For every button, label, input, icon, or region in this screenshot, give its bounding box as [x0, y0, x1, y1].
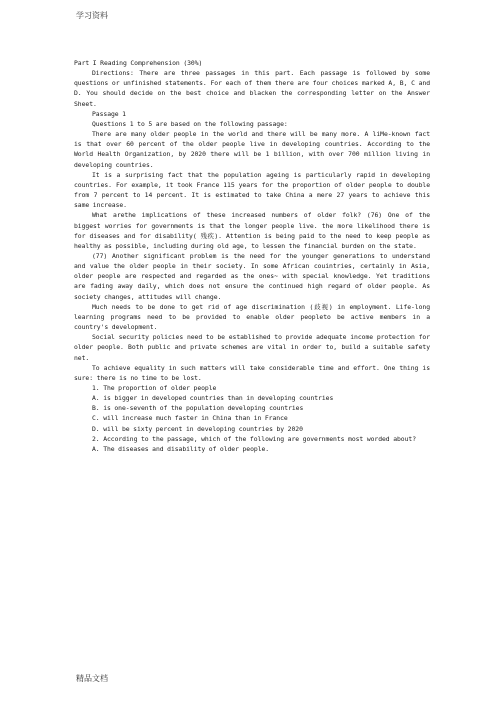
passage-paragraph: (77) Another significant problem is the need for the younger generations to understand and value the older people in their society. In some African couintries, certainly in Asia, older people are respected and regarded as the ones~ with special knowledge. Yet traditions are fading away daily, which does not ensure the continued high regard of older people. As society changes, attitudes will change.	[74, 251, 430, 301]
passage-paragraph: Social security policies need to be established to provide adequate income protection for older people. Both public and private schemes are vital in order to, build a suitable safety net.	[74, 333, 430, 362]
question-stem: 2. According to the passage, which of the following are governments most worded about?	[92, 434, 416, 443]
passage-intro: Questions 1 to 5 are based on the following passage:	[92, 119, 288, 128]
passage-paragraph: Much needs to be done to get rid of age discrimination (歧视) in employment. Life-long learning programs need to be provided to enable older peopleto be active members in a country's development.	[74, 302, 430, 332]
passage-paragraph: What arethe implications of these increased numbers of older folk? (76) One of the biggest worries for governments is that the longer people live. the more likelihood there is for diseases and for disability( 残疾). Attention is being paid to the need to keep people as healthy as possible, including during old age, to lessen the financial burden on the state.	[74, 211, 430, 250]
answer-option: D. will be sixty percent in developing countries by 2020	[92, 424, 303, 433]
answer-option: B. is one-seventh of the population developing countries	[92, 404, 304, 413]
page-footer: 精品文档	[76, 674, 108, 683]
passage-paragraph: It is a surprising fact that the population ageing is particularly rapid in developing countries. For example, it took France 115 years for the proportion of older people to double from 7 percent to 14 percent. It is estimated to take China a mere 27 years to achieve this same increase.	[74, 170, 430, 210]
page-header: 学习资料	[76, 11, 108, 20]
question-stem: 1. The proportion of older people	[92, 384, 217, 392]
passage-label: Passage 1	[92, 109, 126, 118]
passage-paragraph: To achieve equality in such matters will take considerable time and effort. One thing is sure: there is no time to be lost.	[74, 363, 430, 382]
section-title: Part I Reading Comprehension (30%)	[74, 59, 203, 67]
answer-option: A. is bigger in developed countries than in developing countries	[92, 394, 334, 403]
answer-option: A. The diseases and disability of older people.	[92, 444, 270, 453]
directions-paragraph: Directions: There are three passages in this part. Each passage is followed by some questions or unfinished statements. For each of them there are four choices marked A, B, C and D. You should decide on the best choice and blacken the corresponding letter on the Answer Sheet.	[74, 69, 430, 108]
document-body	[74, 58, 430, 454]
passage-paragraph: There are many older people in the world and there will be many more. A liMe-known fact is that over 60 percent of the older people live in developing countries. According to the World Health Organization, by 2020 there will be 1 billion, with over 700 million living in developing countries.	[74, 130, 430, 169]
answer-option: C. will increase much faster in China than in France	[92, 414, 288, 423]
